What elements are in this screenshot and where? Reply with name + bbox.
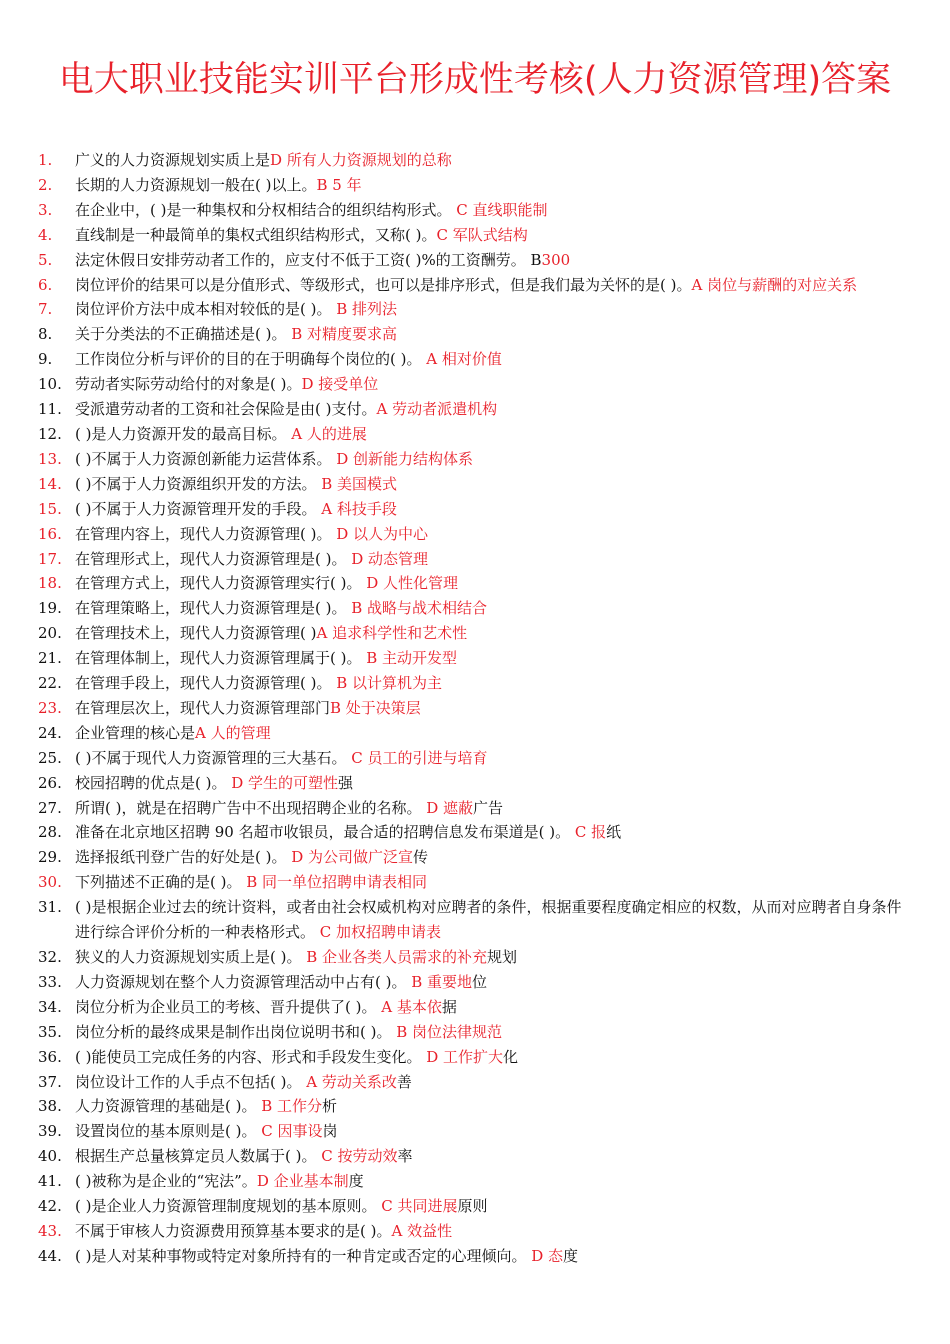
question-number: 42. (38, 1197, 62, 1216)
answer-text: B 美国模式 (321, 474, 398, 493)
answer-text: A 相对价值 (426, 350, 502, 369)
question-text (75, 322, 910, 347)
question-item (38, 970, 910, 995)
question-number: 22. (38, 674, 62, 693)
question-prompt: 在管理方式上，现代人力资源管理实行( )。 (75, 574, 367, 593)
answer-tail: 强 (338, 773, 354, 792)
question-text (75, 1070, 910, 1095)
answer-text: A 人的管理 (195, 723, 271, 742)
answer-text: B 排列法 (336, 300, 398, 319)
question-item (38, 322, 910, 347)
question-text (75, 895, 910, 945)
question-prompt: 工作岗位分析与评价的目的在于明确每个岗位的( )。 (75, 350, 427, 369)
question-item (38, 596, 910, 621)
question-prompt: ( )不属于人力资源管理开发的手段。 (75, 499, 322, 518)
answer-tail: 纸 (606, 823, 622, 842)
question-number: 9. (38, 350, 53, 369)
answer-text: D 所有人力资源规划的总称 (270, 151, 452, 169)
question-text (75, 796, 910, 821)
question-item (38, 223, 910, 248)
question-number: 44. (38, 1246, 62, 1265)
question-text (75, 721, 910, 746)
answer-text: B 5 年 (316, 175, 362, 194)
question-text (75, 970, 910, 995)
answer-tail: 度 (563, 1246, 579, 1265)
question-prompt: ( )不属于人力资源创新能力运营体系。 (75, 449, 337, 468)
question-prompt: 劳动者实际劳动给付的对象是( )。 (75, 375, 302, 394)
question-text (75, 820, 910, 845)
answer-text: A 基本依 (381, 997, 442, 1016)
question-number: 27. (38, 798, 62, 817)
question-text (75, 596, 910, 621)
question-number: 8. (38, 325, 53, 344)
question-number: 24. (38, 723, 62, 742)
question-prompt: 在企业中，( )是一种集权和分权相结合的组织结构形式。 (75, 200, 457, 219)
answer-tail: 据 (441, 997, 457, 1016)
question-number: 31. (38, 898, 62, 917)
answer-text: D 工作扩大 (426, 1047, 504, 1066)
question-text (75, 447, 910, 472)
answer-tail: 率 (397, 1147, 413, 1166)
question-prompt: 在管理层次上，现代人力资源管理部门 (75, 698, 331, 717)
question-prompt: 在管理体制上，现代人力资源管理属于( )。 (75, 649, 367, 668)
question-item (38, 397, 910, 422)
answer-text: D 学生的可塑性 (231, 773, 339, 792)
question-text (75, 472, 910, 497)
question-text (75, 945, 910, 970)
question-item (38, 820, 910, 845)
question-prompt: 人力资源管理的基础是( )。 (75, 1097, 262, 1116)
question-prompt: ( )不属于现代人力资源管理的三大基石。 (75, 748, 352, 767)
question-item (38, 347, 910, 372)
answer-text: B 战略与战术相结合 (351, 599, 488, 618)
question-text (75, 845, 910, 870)
question-prompt: 设置岗位的基本原则是( )。 (75, 1122, 262, 1141)
question-item (38, 1244, 910, 1269)
question-item (38, 1194, 910, 1219)
answer-tail: 化 (503, 1047, 519, 1066)
answer-text: B 重要地 (411, 972, 473, 991)
question-item (38, 447, 910, 472)
answer-text: D 人性化管理 (366, 574, 459, 593)
question-item (38, 297, 910, 322)
question-prompt: 岗位评价方法中成本相对较低的是( )。 (75, 300, 337, 319)
question-item (38, 571, 910, 596)
question-prompt: 关于分类法的不正确描述是( )。 (75, 325, 292, 344)
question-number: 5. (38, 250, 53, 269)
question-item (38, 621, 910, 646)
question-prompt: ( )是企业人力资源管理制度规划的基本原则。 (75, 1197, 382, 1216)
question-item (38, 173, 910, 198)
question-text (75, 1045, 910, 1070)
answer-text: A 效益性 (391, 1221, 453, 1240)
answer-text: A 人的进展 (291, 424, 367, 443)
question-item (38, 1045, 910, 1070)
answer-text: A 劳动关系改 (306, 1072, 397, 1091)
question-text (75, 1194, 910, 1219)
answer-text: D 以人为中心 (336, 524, 429, 543)
question-number: 18. (38, 574, 62, 593)
question-number: 41. (38, 1172, 62, 1191)
question-text (75, 1144, 910, 1169)
question-text (75, 273, 910, 298)
question-item (38, 1144, 910, 1169)
question-prompt: ( )是根据企业过去的统计资料，或者由社会权威机构对应聘者的条件，根据重要程度确定相应的权数，从而对应聘者自身条件进行综合评价分析的一种表格形式。 (75, 898, 902, 942)
question-number: 25. (38, 748, 62, 767)
answer-tail: 岗 (322, 1122, 338, 1141)
question-number: 15. (38, 499, 62, 518)
answer-tail: 析 (322, 1097, 338, 1116)
question-number: 17. (38, 549, 62, 568)
question-text (75, 173, 910, 198)
question-number: 12. (38, 424, 62, 443)
question-number: 14. (38, 474, 62, 493)
question-prompt: 在管理技术上，现代人力资源管理( ) (75, 624, 317, 643)
question-number: 35. (38, 1022, 62, 1041)
question-number: 19. (38, 599, 62, 618)
question-prompt: 在管理形式上，现代人力资源管理是( )。 (75, 549, 352, 568)
question-number: 40. (38, 1147, 62, 1166)
answer-tail: 规划 (487, 948, 518, 966)
question-item (38, 547, 910, 572)
question-prompt: ( )能使员工完成任务的内容、形式和手段发生变化。 (75, 1047, 427, 1066)
question-text (75, 547, 910, 572)
question-item (38, 273, 910, 298)
question-prompt: 岗位设计工作的人手点不包括( )。 (75, 1072, 307, 1091)
question-number: 28. (38, 823, 62, 842)
question-text (75, 646, 910, 671)
question-prompt: 下列描述不正确的是( )。 (75, 873, 247, 892)
question-item (38, 372, 910, 397)
question-number: 33. (38, 972, 62, 991)
question-text (75, 621, 910, 646)
question-item (38, 1169, 910, 1194)
question-item (38, 671, 910, 696)
question-text (75, 771, 910, 796)
question-list (38, 148, 910, 1269)
question-item (38, 771, 910, 796)
question-item (38, 472, 910, 497)
question-number: 39. (38, 1122, 62, 1141)
question-number: 20. (38, 624, 62, 643)
question-text (75, 347, 910, 372)
answer-text: D 遮蔽 (426, 798, 474, 817)
answer-text: D 接受单位 (301, 375, 379, 394)
question-number: 10. (38, 375, 62, 394)
question-prompt: 校园招聘的优点是( )。 (75, 773, 232, 792)
answer-text: 300 (541, 250, 571, 269)
question-prompt: 准备在北京地区招聘 90 名超市收银员，最合适的招聘信息发布渠道是( )。 (75, 823, 575, 842)
question-prompt: 选择报纸刊登广告的好处是( )。 (75, 848, 292, 867)
question-prompt: ( )是人力资源开发的最高目标。 (75, 424, 292, 443)
question-text (75, 1244, 910, 1269)
question-item (38, 746, 910, 771)
question-prompt: 在管理策略上，现代人力资源管理是( )。 (75, 599, 352, 618)
question-item (38, 696, 910, 721)
answer-text: C 因事设 (261, 1122, 323, 1141)
question-text (75, 198, 910, 223)
answer-text: A 岗位与薪酬的对应关系 (691, 275, 858, 294)
question-text (75, 746, 910, 771)
question-text (75, 1119, 910, 1144)
answer-text: B 企业各类人员需求的补充 (306, 948, 488, 966)
question-text (75, 1219, 910, 1244)
answer-text: C 军队式结构 (436, 225, 528, 244)
question-prompt: 受派遣劳动者的工资和社会保险是由( )支付。 (75, 400, 377, 419)
question-text (75, 297, 910, 322)
question-item (38, 497, 910, 522)
question-item (38, 422, 910, 447)
question-item (38, 870, 910, 895)
answer-tail: 善 (396, 1072, 412, 1091)
question-number: 16. (38, 524, 62, 543)
question-number: 2. (38, 175, 53, 194)
question-prompt: 不属于审核人力资源费用预算基本要求的是( )。 (75, 1221, 392, 1240)
question-item (38, 1020, 910, 1045)
answer-text: B 同一单位招聘申请表相同 (246, 873, 428, 892)
question-number: 26. (38, 773, 62, 792)
answer-text: C 员工的引进与培育 (351, 748, 488, 767)
answer-tail: 广告 (473, 798, 504, 817)
question-number: 37. (38, 1072, 62, 1091)
answer-text: A 追求科学性和艺术性 (316, 624, 468, 643)
question-item (38, 1219, 910, 1244)
question-item (38, 148, 910, 173)
question-prompt: 广义的人力资源规划实质上是 (75, 151, 271, 169)
question-prompt: 在管理手段上，现代人力资源管理( )。 (75, 674, 337, 693)
question-text (75, 397, 910, 422)
answer-text: D 企业基本制 (256, 1172, 349, 1191)
question-number: 21. (38, 649, 62, 668)
question-item (38, 845, 910, 870)
question-number: 32. (38, 948, 62, 966)
question-prompt: 直线制是一种最简单的集权式组织结构形式，又称( )。 (75, 225, 437, 244)
question-text (75, 422, 910, 447)
question-number: 13. (38, 449, 62, 468)
answer-text: B 对精度要求高 (291, 325, 398, 344)
answer-text: C 报 (574, 823, 607, 842)
question-number: 1. (38, 151, 53, 169)
question-text (75, 223, 910, 248)
question-prompt: 在管理内容上，现代人力资源管理( )。 (75, 524, 337, 543)
question-number: 4. (38, 225, 53, 244)
answer-tail: 度 (348, 1172, 364, 1191)
question-text (75, 148, 910, 173)
question-text (75, 1094, 910, 1119)
question-number: 29. (38, 848, 62, 867)
question-prompt: 长期的人力资源规划一般在( )以上。 (75, 175, 317, 194)
question-number: 11. (38, 400, 62, 419)
answer-text: B 岗位法律规范 (396, 1022, 503, 1041)
question-number: 7. (38, 300, 53, 319)
question-item (38, 248, 910, 273)
question-item (38, 796, 910, 821)
question-number: 3. (38, 200, 53, 219)
question-text (75, 671, 910, 696)
document-title: 电大职业技能实训平台形成性考核(人力资源管理)答案 (58, 60, 892, 100)
answer-text: D 创新能力结构体系 (336, 449, 474, 468)
answer-text: C 直线职能制 (456, 200, 548, 219)
question-number: 36. (38, 1047, 62, 1066)
answer-text: B 以计算机为主 (336, 674, 443, 693)
question-prompt: 人力资源规划在整个人力资源管理活动中占有( )。 (75, 972, 412, 991)
question-prompt: ( )是人对某种事物或特定对象所持有的一种肯定或否定的心理倾向。 (75, 1246, 532, 1265)
answer-text: C 按劳动效 (321, 1147, 398, 1166)
question-prompt: 企业管理的核心是 (75, 723, 196, 742)
answer-tail: 传 (413, 848, 429, 867)
answer-text: D 态 (531, 1246, 564, 1265)
question-item (38, 1070, 910, 1095)
question-item (38, 198, 910, 223)
question-item (38, 1119, 910, 1144)
question-text (75, 372, 910, 397)
question-item (38, 895, 910, 945)
question-item (38, 721, 910, 746)
answer-text: B 主动开发型 (366, 649, 458, 668)
question-item (38, 646, 910, 671)
question-item (38, 1094, 910, 1119)
question-number: 6. (38, 275, 53, 294)
question-text (75, 497, 910, 522)
question-item (38, 522, 910, 547)
question-prompt: ( )被称为是企业的“宪法”。 (75, 1172, 257, 1191)
answer-text: B 工作分 (261, 1097, 323, 1116)
answer-text: A 科技手段 (321, 499, 397, 518)
answer-text: B 处于决策层 (330, 698, 421, 717)
question-number: 43. (38, 1221, 62, 1240)
question-number: 34. (38, 997, 62, 1016)
question-item (38, 995, 910, 1020)
question-number: 30. (38, 873, 62, 892)
question-prompt: 狭义的人力资源规划实质上是( )。 (75, 948, 307, 966)
question-text (75, 1020, 910, 1045)
answer-tail: 位 (472, 972, 488, 991)
question-text (75, 995, 910, 1020)
question-prompt: 所谓( )，就是在招聘广告中不出现招聘企业的名称。 (75, 798, 427, 817)
question-number: 23. (38, 698, 62, 717)
question-text (75, 571, 910, 596)
question-prompt: 岗位分析为企业员工的考核、晋升提供了( )。 (75, 997, 382, 1016)
question-prompt: 岗位分析的最终成果是制作出岗位说明书和( )。 (75, 1022, 397, 1041)
question-prompt: 法定休假日安排劳动者工作的，应支付不低于工资( )%的工资酬劳。 B (75, 250, 542, 269)
answer-text: D 动态管理 (351, 549, 429, 568)
question-prompt: ( )不属于人力资源组织开发的方法。 (75, 474, 322, 493)
question-prompt: 岗位评价的结果可以是分值形式、等级形式，也可以是排序形式，但是我们最为关怀的是( )。 (75, 275, 692, 294)
answer-text: D 为公司做广泛宣 (291, 848, 414, 867)
question-text (75, 696, 910, 721)
question-number: 38. (38, 1097, 62, 1116)
question-prompt: 根据生产总量核算定员人数属于( )。 (75, 1147, 322, 1166)
answer-text: A 劳动者派遣机构 (376, 400, 498, 419)
question-text (75, 1169, 910, 1194)
answer-text: C 加权招聘申请表 (319, 923, 442, 942)
answer-text: C 共同进展 (381, 1197, 458, 1216)
question-text (75, 248, 910, 273)
question-text (75, 870, 910, 895)
answer-tail: 原则 (457, 1197, 488, 1216)
question-item (38, 945, 910, 970)
question-text (75, 522, 910, 547)
